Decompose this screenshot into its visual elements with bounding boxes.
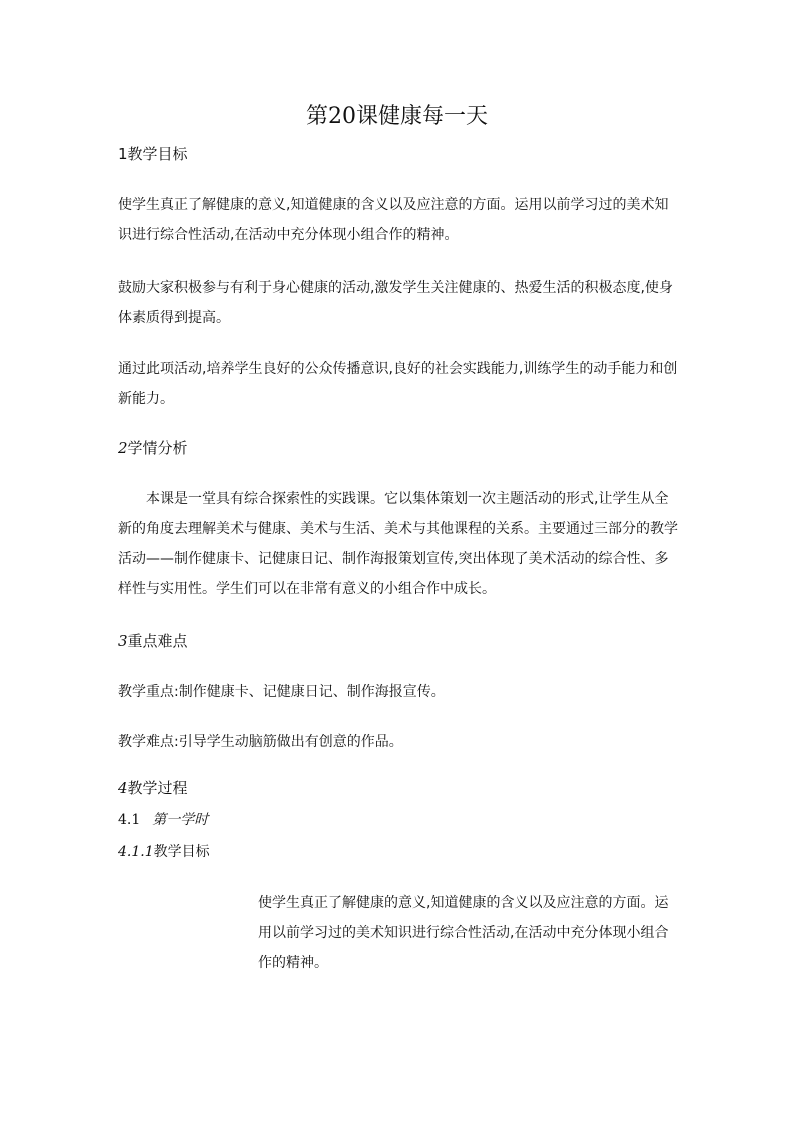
indented-objective-block: 使学生真正了解健康的意义,知道健康的含义以及应注意的方面。运用以前学习过的美术知识进行综合性活动,在活动中充分体现小组合作的精神。	[258, 895, 669, 971]
subsection-label: 第一学时	[152, 812, 209, 828]
section-label: 教学过程	[127, 779, 188, 797]
section-label: 学情分析	[127, 439, 188, 457]
section-heading-2	[118, 436, 188, 460]
section-heading-4	[118, 776, 188, 800]
subsection-heading-4-1	[118, 808, 208, 832]
section-label: 重点难点	[127, 632, 188, 650]
subsection-heading-4-1-1	[118, 840, 210, 864]
section-number: 2	[118, 439, 128, 457]
section-number: 4	[118, 779, 128, 797]
paragraph-objective-1: 使学生真正了解健康的意义,知道健康的含义以及应注意的方面。运用以前学习过的美术知识进行综合性活动,在活动中充分体现小组合作的精神。	[118, 197, 669, 243]
paragraph-difficulty: 教学难点:引导学生动脑筋做出有创意的作品。	[118, 734, 403, 750]
paragraph-key-point: 教学重点:制作健康卡、记健康日记、制作海报宣传。	[118, 684, 445, 700]
section-number: 3	[118, 632, 128, 650]
paragraph-analysis: 本课是一堂具有综合探索性的实践课。它以集体策划一次主题活动的形式,让学生从全新的角度去理解美术与健康、美术与生活、美术与其他课程的关系。主要通过三部分的教学活动——制作健康卡、记健康日记、制作海报策划宣传,突出体现了美术活动的综合性、多样性与实用性。学生们可以在非常有意义的小组合作中成长。	[118, 491, 678, 597]
subsection-number: 4.1.1	[118, 844, 154, 860]
subsection-label: 教学目标	[153, 844, 210, 860]
page-title: 第20课健康每一天	[306, 104, 488, 129]
paragraph-objective-2: 鼓励大家积极参与有利于身心健康的活动,激发学生关注健康的、热爱生活的积极态度,使身体素质得到提高。	[118, 280, 673, 326]
subsection-number: 4.1	[118, 812, 141, 828]
paragraph-objective-3: 通过此项活动,培养学生良好的公众传播意识,良好的社会实践能力,训练学生的动手能力和创新能力。	[118, 361, 678, 407]
section-heading-1: 1教学目标	[118, 145, 188, 163]
section-heading-3	[118, 629, 188, 653]
